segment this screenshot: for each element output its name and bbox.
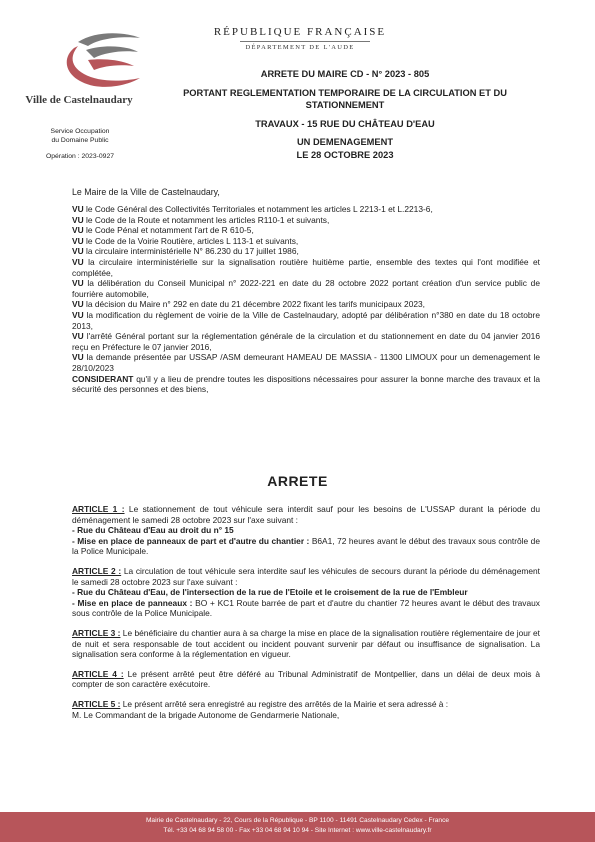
article-3: ARTICLE 3 : Le bénéficiaire du chantier aura à sa charge la mise en place de la signalisation routière réglementaire de jour et de nuit et sera responsable de tout accident ou incident pouvant survenir par défaut ou insuffisance de signalisation. La signalisation sera conforme à la réglementation en vigueur.	[72, 627, 541, 660]
logo-name: Ville de Castelnaudary	[25, 94, 133, 106]
considerant-item: CONSIDERANT qu'il y a lieu de prendre toutes les dispositions nécessaires pour assurer la bonne marche des travaux et la sécurité des personnes et des biens,	[72, 373, 540, 395]
articles	[72, 504, 540, 729]
decree-subject-2: STATIONNEMENT	[305, 100, 385, 110]
works-location: TRAVAUX - 15 RUE DU CHÂTEAU D'EAU	[255, 118, 435, 129]
reference-item: VU le Code de la Route et notamment les articles R110-1 et suivants,	[72, 214, 330, 225]
service-line-1: Service Occupation	[50, 128, 110, 135]
decree-number: ARRETE DU MAIRE CD - N° 2023 - 805	[260, 69, 430, 79]
footer-contact: Tél. +33 04 68 94 58 00 - Fax +33 04 68 94 10 94 - Site Internet : www.ville-castelnaudary.fr	[163, 827, 432, 834]
reference-item: VU le Code Général des Collectivités Territoriales et notamment les articles L 2213-1 et L.2213-6,	[72, 204, 433, 214]
republic-heading: RÉPUBLIQUE FRANÇAISE	[213, 26, 387, 38]
reference-item: VU le Code de la Voirie Routière, articles L 113-1 et suivants,	[72, 235, 299, 246]
arrete-heading: ARRETE	[267, 473, 328, 489]
reference-item: VU l'arrêté Général portant sur la réglementation générale de la circulation et du stationnement en date du 04 janvier 2016 reçu en Préfecture le 07 janvier 2016,	[72, 331, 540, 352]
decree-subject-1: PORTANT REGLEMENTATION TEMPORAIRE DE LA CIRCULATION ET DU	[183, 87, 507, 98]
article-2: ARTICLE 2 : La circulation de tout véhicule sera interdite sauf les véhicules de secours durant la période du déménagement le samedi 28 octobre 2023 sur l'axe suivant : - Rue du Château d'Eau, de l'intersection de la rue de l'Etoile et le croisement de la rue de l'Embleur - Mise en place de panneaux : BO + KC1 Route barrée de part et d'autre du chantier 72 heures avant le début des travaux sous contrôle de la Police Municipale.	[72, 565, 540, 619]
article-4: ARTICLE 4 : Le présent arrêté peut être déféré au Tribunal Administratif de Montpellier, dans un délai de deux mois à compter de son caractère exécutoire.	[72, 668, 541, 690]
reference-item: VU la modification du règlement de voirie de la Ville de Castelnaudary, adopté par délibération n°380 en date du 18 octobre 2013,	[72, 309, 540, 331]
reference-item: VU la circulaire interministérielle N° 86.230 du 17 juillet 1986,	[72, 246, 299, 257]
header-divider	[240, 41, 370, 42]
reference-item: VU la circulaire interministérielle sur la signalisation routière huitième partie, ensemble des textes qui l'ont modifiée et complétée,	[72, 256, 540, 278]
legal-references	[72, 204, 540, 395]
reference-item: VU le Code Pénal et notamment l'art de R 610-5,	[72, 225, 254, 236]
article-5: ARTICLE 5 : Le présent arrêté sera enregistré au registre des arrêtés de la Mairie et sera adressé à : M. Le Commandant de la brigade Autonome de Gendarmerie Nationale,	[72, 698, 449, 720]
reference-item: VU la demande présentée par USSAP /ASM demeurant HAMEAU DE MASSIA - 11300 LIMOUX pour un demenagement le 28/10/2023	[72, 352, 540, 373]
city-logo	[48, 28, 148, 97]
footer-address: Mairie de Castelnaudary - 22, Cours de la République - BP 1100 - 11491 Castelnaudary Cedex - France	[145, 817, 450, 824]
reference-item: VU la délibération du Conseil Municipal n° 2022-221 en date du 28 octobre 2022 portant création d'un service public de fourrière automobile,	[72, 278, 540, 299]
department-heading: DÉPARTEMENT DE L'AUDE	[245, 44, 355, 51]
service-label	[30, 127, 130, 145]
works-type: UN DEMENAGEMENT	[296, 137, 394, 147]
service-line-2: du Domaine Public	[51, 137, 109, 144]
intro-text: Le Maire de la Ville de Castelnaudary,	[72, 187, 220, 197]
decree-title-block	[150, 68, 540, 161]
works-date: LE 28 OCTOBRE 2023	[296, 149, 394, 160]
reference-item: VU la décision du Maire n° 292 en date du 21 décembre 2022 fixant les tarifs municipaux 2023,	[72, 299, 425, 310]
article-1: ARTICLE 1 : Le stationnement de tout véhicule sera interdit sauf pour les besoins de L'USSAP durant la période du déménagement le samedi 28 octobre 2023 sur l'axe suivant : - Rue du Château d'Eau au droit du n° 15 - Mise en place de panneaux de part et d'autre du chantier : B6A1, 72 heures avant le début des travaux sous contrôle de la Police Municipale.	[72, 504, 540, 557]
operation-number: Opération : 2023-0927	[45, 153, 115, 160]
logo-swoosh-icon	[48, 28, 148, 92]
